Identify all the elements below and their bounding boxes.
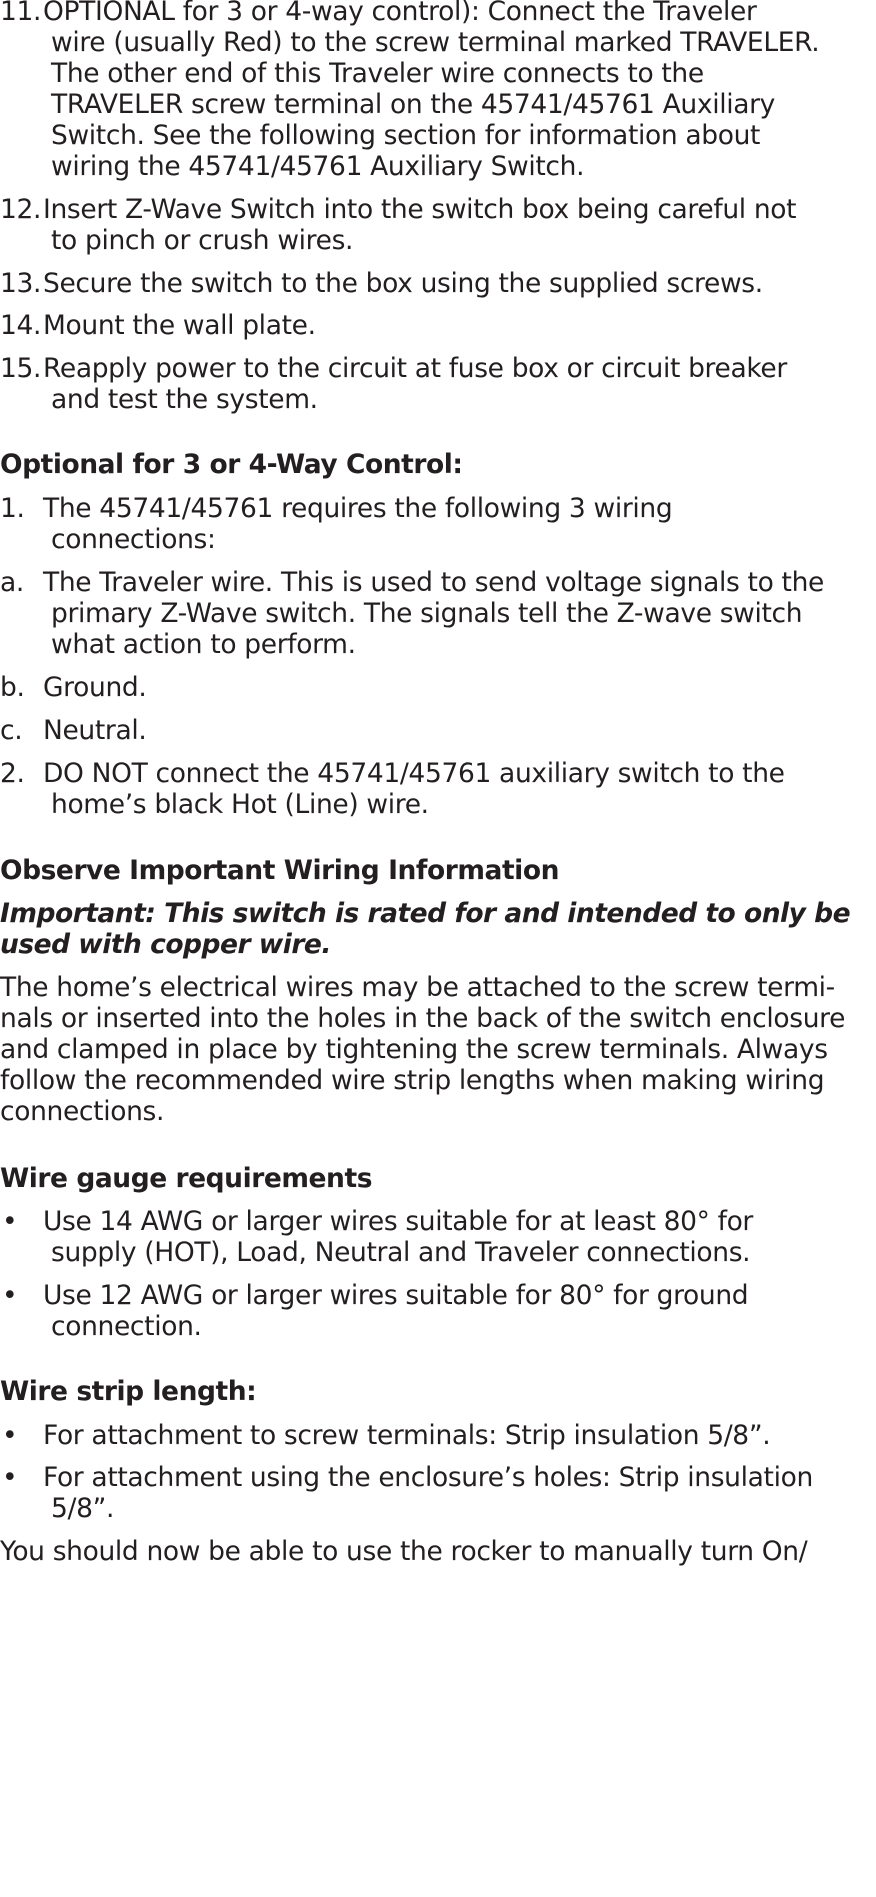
- step-text-line: Secure the switch to the box using the supplied screws.: [43, 268, 763, 299]
- final-instruction-line: You should now be able to use the rocker to manually turn On/: [0, 1536, 808, 1567]
- step-text-line: TRAVELER screw terminal on the 45741/45761 Auxiliary: [51, 89, 775, 120]
- item-text-line: Neutral.: [43, 715, 147, 746]
- bullet-text-line: connection.: [51, 1311, 202, 1342]
- item-text-line: primary Z-Wave switch. The signals tell the Z-wave switch: [51, 598, 803, 629]
- wiring-paragraph-line: follow the recommended wire strip lengths when making wiring: [0, 1065, 825, 1096]
- item-text-line: Ground.: [43, 672, 147, 703]
- bullet-text-line: For attachment using the enclosure’s holes: Strip insulation: [43, 1462, 813, 1493]
- wiring-paragraph-line: and clamped in place by tightening the screw terminals. Always: [0, 1034, 828, 1065]
- step-number: 13.: [0, 268, 42, 299]
- item-marker: 1.: [0, 493, 25, 524]
- step-text-line: wiring the 45741/45761 Auxiliary Switch.: [51, 151, 585, 182]
- step-text-line: The other end of this Traveler wire connects to the: [51, 58, 704, 89]
- wire-gauge-heading: Wire gauge requirements: [0, 1163, 373, 1194]
- bullet-text-line: supply (HOT), Load, Neutral and Traveler connections.: [51, 1237, 751, 1268]
- step-text-line: wire (usually Red) to the screw terminal marked TRAVELER.: [51, 27, 820, 58]
- bullet-text-line: Use 14 AWG or larger wires suitable for at least 80° for: [43, 1206, 753, 1237]
- item-text-line: home’s black Hot (Line) wire.: [51, 789, 429, 820]
- step-text-line: Switch. See the following section for information about: [51, 120, 761, 151]
- item-text-line: DO NOT connect the 45741/45761 auxiliary switch to the: [43, 758, 785, 789]
- step-number: 14.: [0, 310, 42, 341]
- step-number: 12.: [0, 194, 42, 225]
- important-note-line: Important: This switch is rated for and intended to only be: [0, 898, 851, 929]
- important-note-line: used with copper wire.: [0, 929, 331, 960]
- item-text-line: The 45741/45761 requires the following 3 wiring: [43, 493, 673, 524]
- wiring-paragraph-line: connections.: [0, 1096, 165, 1127]
- item-text-line: The Traveler wire. This is used to send voltage signals to the: [43, 567, 824, 598]
- bullet-text-line: 5/8”.: [51, 1493, 115, 1524]
- step-number: 11.: [0, 0, 42, 27]
- bullet-icon: •: [2, 1462, 18, 1493]
- step-number: 15.: [0, 353, 42, 384]
- wire-strip-heading: Wire strip length:: [0, 1376, 257, 1407]
- item-marker: 2.: [0, 758, 25, 789]
- wiring-paragraph-line: The home’s electrical wires may be attached to the screw termi-: [0, 972, 835, 1003]
- item-marker: b.: [0, 672, 25, 703]
- step-text-line: Mount the wall plate.: [43, 310, 316, 341]
- bullet-icon: •: [2, 1280, 18, 1311]
- step-text-line: OPTIONAL for 3 or 4-way control): Connect the Traveler: [43, 0, 757, 27]
- step-text-line: and test the system.: [51, 384, 318, 415]
- optional-control-heading: Optional for 3 or 4-Way Control:: [0, 449, 463, 480]
- item-marker: c.: [0, 715, 23, 746]
- step-text-line: Reapply power to the circuit at fuse box or circuit breaker: [43, 353, 787, 384]
- step-text-line: to pinch or crush wires.: [51, 225, 354, 256]
- wiring-paragraph-line: nals or inserted into the holes in the back of the switch enclosure: [0, 1003, 846, 1034]
- bullet-icon: •: [2, 1206, 18, 1237]
- wiring-info-heading: Observe Important Wiring Information: [0, 855, 559, 886]
- bullet-text-line: Use 12 AWG or larger wires suitable for 80° for ground: [43, 1280, 749, 1311]
- item-text-line: connections:: [51, 524, 216, 555]
- item-text-line: what action to perform.: [51, 629, 356, 660]
- step-text-line: Insert Z-Wave Switch into the switch box being careful not: [43, 194, 797, 225]
- bullet-icon: •: [2, 1420, 18, 1451]
- item-marker: a.: [0, 567, 24, 598]
- bullet-text-line: For attachment to screw terminals: Strip insulation 5/8”.: [43, 1420, 771, 1451]
